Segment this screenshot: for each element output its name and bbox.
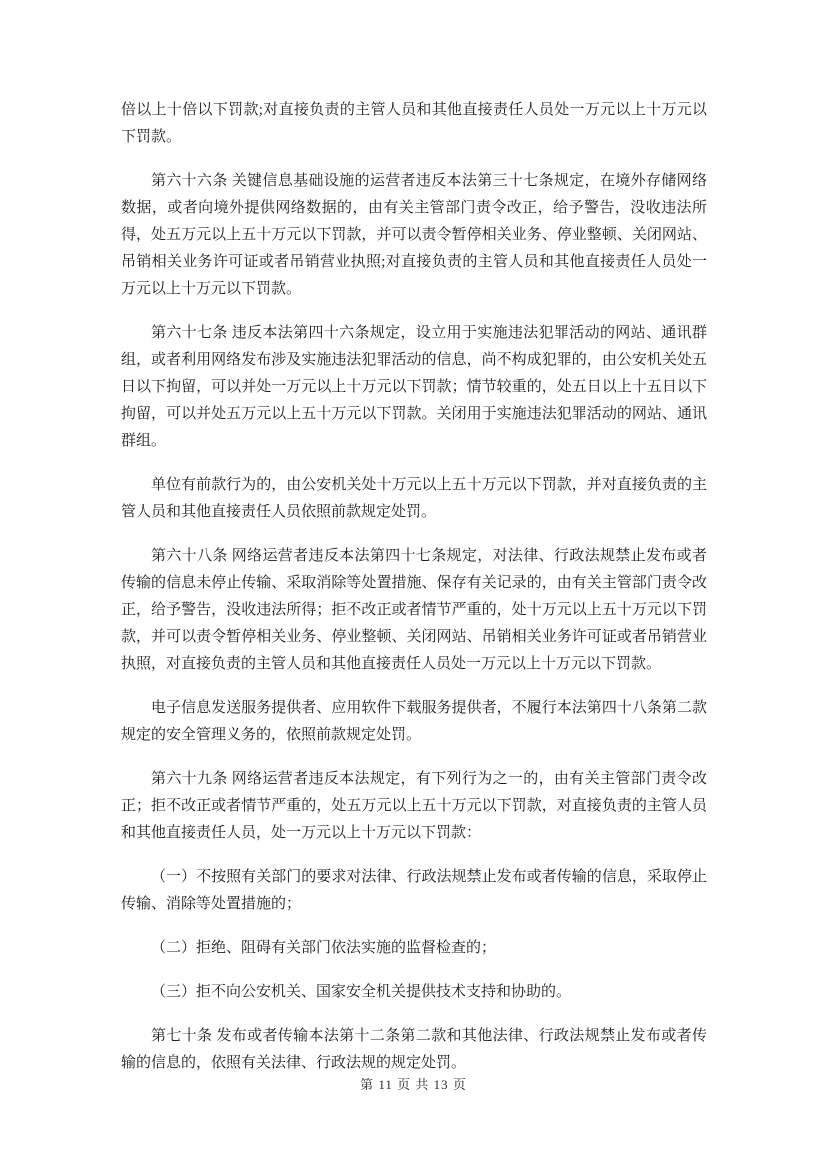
paragraph-article-66: 第六十六条 关键信息基础设施的运营者违反本法第三十七条规定，在境外存储网络数据，或者向境外提供网络数据的，由有关主管部门责令改正，给予警告，没收违法所得，处五万元以上五十万元以下罚款，并可以责令暂停相关业务、停业整顿、关闭网站、吊销相关业务许可证或者吊销营业执照;对直接负责的主管人员和其他直接责任人员处一万元以上十万元以下罚款。 — [121, 173, 707, 297]
paragraph-continuation: 倍以上十倍以下罚款;对直接负责的主管人员和其他直接责任人员处一万元以上十万元以下罚款。 — [121, 102, 707, 145]
page-number-label: 第 11 页 共 13 页 — [360, 1077, 467, 1092]
paragraph-article-67: 第六十七条 违反本法第四十六条规定，设立用于实施违法犯罪活动的网站、通讯群组，或者利用网络发布涉及实施违法犯罪活动的信息，尚不构成犯罪的，由公安机关处五日以下拘留，可以并处一万元以上十万元以下罚款；情节较重的，处五日以上十五日以下拘留，可以并处五万元以上五十万元以下罚款。关闭用于实施违法犯罪活动的网站、通讯群组。 — [121, 325, 707, 449]
document-body — [121, 97, 707, 1094]
page-footer — [0, 1076, 827, 1094]
paragraph-article-67-unit-clause: 单位有前款行为的，由公安机关处十万元以上五十万元以下罚款，并对直接负责的主管人员和其他直接责任人员依照前款规定处罚。 — [121, 477, 707, 520]
paragraph-article-69-item-2: （二）拒绝、阻碍有关部门依法实施的监督检查的； — [151, 940, 497, 956]
paragraph-article-69-item-3: （三）拒不向公安机关、国家安全机关提供技术支持和协助的。 — [151, 984, 572, 1000]
paragraph-article-68: 第六十八条 网络运营者违反本法第四十七条规定，对法律、行政法规禁止发布或者传输的信息未停止传输、采取消除等处置措施、保存有关记录的，由有关主管部门责令改正，给予警告，没收违法所得；拒不改正或者情节严重的，处十万元以上五十万元以下罚款，并可以责令暂停相关业务、停业整顿、关闭网站、吊销相关业务许可证或者吊销营业执照，对直接负责的主管人员和其他直接责任人员处一万元以上十万元以下罚款。 — [121, 548, 707, 672]
paragraph-article-70: 第七十条 发布或者传输本法第十二条第二款和其他法律、行政法规禁止发布或者传输的信息的，依照有关法律、行政法规的规定处罚。 — [121, 1028, 707, 1071]
paragraph-article-69-item-1: （一）不按照有关部门的要求对法律、行政法规禁止发布或者传输的信息，采取停止传输、消除等处置措施的； — [121, 869, 707, 912]
paragraph-article-69: 第六十九条 网络运营者违反本法规定，有下列行为之一的，由有关主管部门责令改正；拒不改正或者情节严重的，处五万元以上五十万元以下罚款，对直接负责的主管人员和其他直接责任人员，处一万元以上十万元以下罚款： — [121, 771, 707, 841]
paragraph-article-68-providers-clause: 电子信息发送服务提供者、应用软件下载服务提供者，不履行本法第四十八条第二款规定的安全管理义务的，依照前款规定处罚。 — [121, 700, 707, 743]
